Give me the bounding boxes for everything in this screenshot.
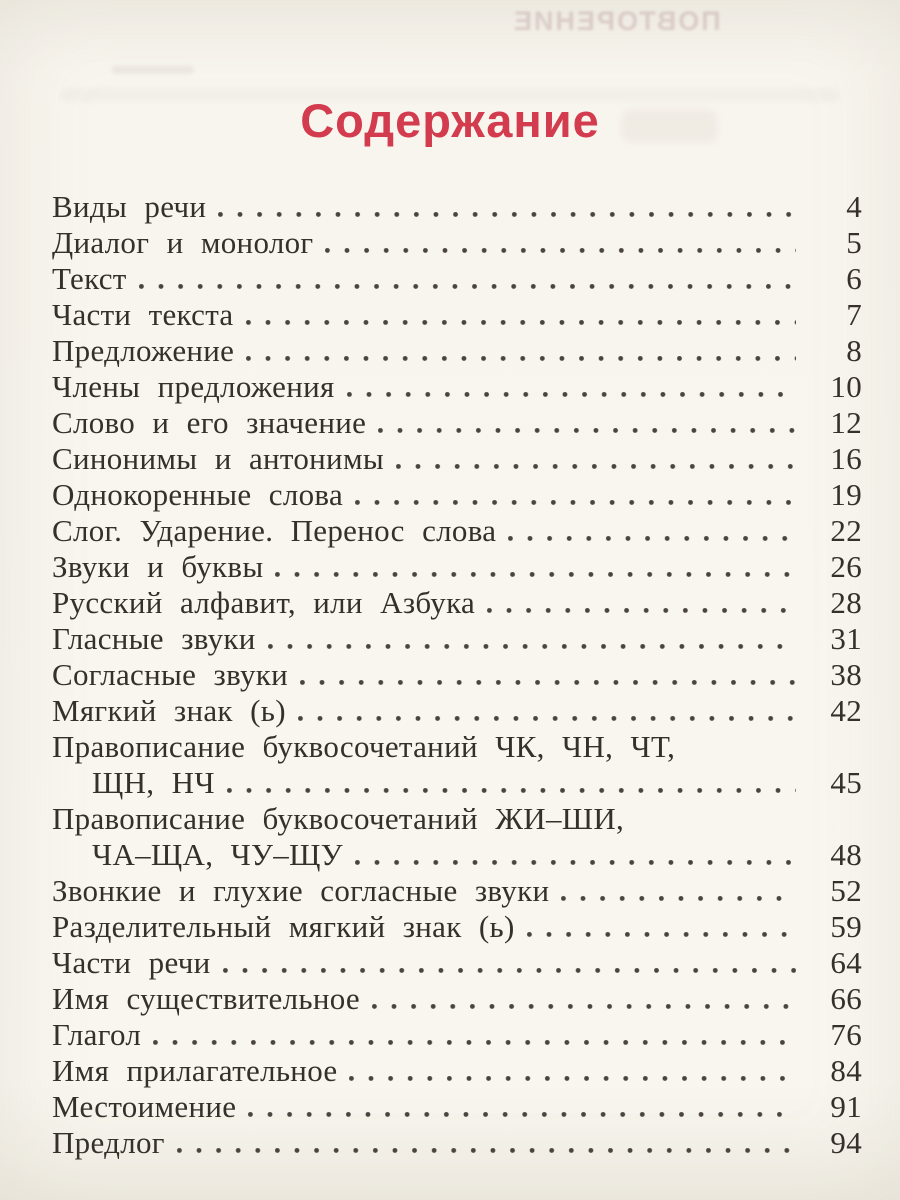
toc-entry-title: Мягкий знак (ь): [52, 693, 286, 729]
dot-leader: [355, 500, 796, 505]
toc-entry: [52, 981, 862, 1017]
dot-leader: [298, 716, 796, 721]
toc-entry-title: Предложение: [52, 333, 235, 369]
toc-entry: [52, 765, 862, 801]
toc-entry-title: Разделительный мягкий знак (ь): [52, 909, 515, 945]
toc-entry: [52, 585, 862, 621]
dot-leader: [355, 860, 796, 865]
toc-entry-title: Части текста: [52, 297, 234, 333]
toc-entry-title: Звонкие и глухие согласные звуки: [52, 873, 550, 909]
toc-entry: [52, 801, 862, 837]
toc-entry-page: 28: [830, 585, 862, 621]
dot-leader: [275, 572, 796, 577]
toc-entry: [52, 441, 862, 477]
dot-leader: [153, 1040, 796, 1045]
dot-leader: [300, 680, 796, 685]
toc-entry-title: Имя прилагательное: [52, 1053, 338, 1089]
toc-entry-title: Синонимы и антонимы: [52, 441, 384, 477]
dot-leader: [396, 464, 796, 469]
toc-entry-page: 8: [846, 333, 862, 369]
toc-entry-page: 5: [846, 225, 862, 261]
toc-entry-page: 38: [830, 657, 862, 693]
bleedthrough-text: ПОВТОРЕНИЕ: [512, 6, 721, 36]
dot-leader: [325, 248, 796, 253]
toc-entry-page: 59: [830, 909, 862, 945]
dot-leader: [218, 212, 796, 217]
dot-leader: [246, 356, 796, 361]
toc-entry-title: Виды речи: [52, 189, 207, 225]
toc-entry-title: Текст: [52, 261, 127, 297]
toc-entry-page: 48: [830, 837, 862, 873]
toc-entry-title: Диалог и монолог: [52, 225, 314, 261]
toc-entry-title: Согласные звуки: [52, 657, 289, 693]
toc-entry-title: Члены предложения: [52, 369, 335, 405]
toc-entry: [52, 189, 862, 225]
toc-entry: [52, 657, 862, 693]
toc-entry: [52, 1053, 862, 1089]
toc-entry-page: 6: [846, 261, 862, 297]
toc-entry-page: 52: [830, 873, 862, 909]
toc-entry-title: ЧА–ЩА, ЧУ–ЩУ: [92, 837, 343, 873]
dot-leader: [268, 644, 796, 649]
toc-entry-page: 76: [830, 1017, 862, 1053]
toc-entry-title: Части речи: [52, 945, 211, 981]
toc-entry: [52, 873, 862, 909]
dot-leader: [177, 1148, 796, 1153]
toc-entry: [52, 1017, 862, 1053]
dot-leader: [561, 896, 796, 901]
toc-entry-page: 10: [830, 369, 862, 405]
scan-smudge: [622, 110, 717, 142]
dot-leader: [248, 1112, 796, 1117]
toc-entry-title: Русский алфавит, или Азбука: [52, 585, 476, 621]
toc-entry-title: Звуки и буквы: [52, 549, 264, 585]
dot-leader: [487, 608, 796, 613]
toc-list: [52, 189, 862, 1161]
dot-leader: [139, 284, 796, 289]
scan-smudge: [112, 66, 194, 74]
toc-entry-title: Правописание буквосочетаний ЧК, ЧН, ЧТ,: [52, 729, 676, 765]
toc-entry: [52, 837, 862, 873]
toc-entry: [52, 477, 862, 513]
toc-entry-page: 12: [830, 405, 862, 441]
toc-entry-page: 64: [830, 945, 862, 981]
toc-entry: [52, 513, 862, 549]
page-title: Содержание: [300, 94, 600, 147]
toc-entry-page: 45: [830, 765, 862, 801]
dot-leader: [246, 320, 797, 325]
toc-entry-title: Предлог: [52, 1125, 165, 1161]
toc-entry: [52, 369, 862, 405]
toc-entry: [52, 297, 862, 333]
toc-entry-page: 66: [830, 981, 862, 1017]
toc-entry-page: 84: [830, 1053, 862, 1089]
toc-entry-page: 7: [846, 297, 862, 333]
scan-smudge: [60, 88, 840, 102]
toc-entry: [52, 1089, 862, 1125]
toc-entry: [52, 945, 862, 981]
toc-entry-title: Слог. Ударение. Перенос слова: [52, 513, 497, 549]
toc-entry-page: 31: [830, 621, 862, 657]
toc-entry: [52, 225, 862, 261]
toc-entry: [52, 1125, 862, 1161]
toc-entry-title: ЩН, НЧ: [92, 765, 215, 801]
toc-entry: [52, 693, 862, 729]
toc-entry: [52, 261, 862, 297]
toc-entry-title: Слово и его значение: [52, 405, 367, 441]
toc-entry-title: Гласные звуки: [52, 621, 256, 657]
dot-leader: [372, 1004, 796, 1009]
toc-entry-page: 16: [830, 441, 862, 477]
toc-entry-title: Глагол: [52, 1017, 142, 1053]
toc-entry-page: 91: [830, 1089, 862, 1125]
toc-entry: [52, 621, 862, 657]
toc-entry: [52, 333, 862, 369]
dot-leader: [527, 932, 796, 937]
toc-entry-page: 42: [830, 693, 862, 729]
toc-entry-page: 22: [830, 513, 862, 549]
dot-leader: [223, 968, 796, 973]
dot-leader: [349, 1076, 796, 1081]
toc-entry-page: 19: [830, 477, 862, 513]
dot-leader: [378, 428, 796, 433]
dot-leader: [227, 788, 796, 793]
toc-entry-page: 4: [846, 189, 862, 225]
toc-entry: [52, 729, 862, 765]
toc-entry-title: Однокоренные слова: [52, 477, 344, 513]
toc-entry-page: 94: [830, 1125, 862, 1161]
toc-entry-title: Правописание буквосочетаний ЖИ–ШИ,: [52, 801, 625, 837]
toc-entry: [52, 405, 862, 441]
toc-entry-title: Местоимение: [52, 1089, 237, 1125]
toc-entry: [52, 909, 862, 945]
toc-entry-page: 26: [830, 549, 862, 585]
dot-leader: [347, 392, 796, 397]
toc-entry: [52, 549, 862, 585]
toc-entry-title: Имя существительное: [52, 981, 360, 1017]
dot-leader: [508, 536, 796, 541]
